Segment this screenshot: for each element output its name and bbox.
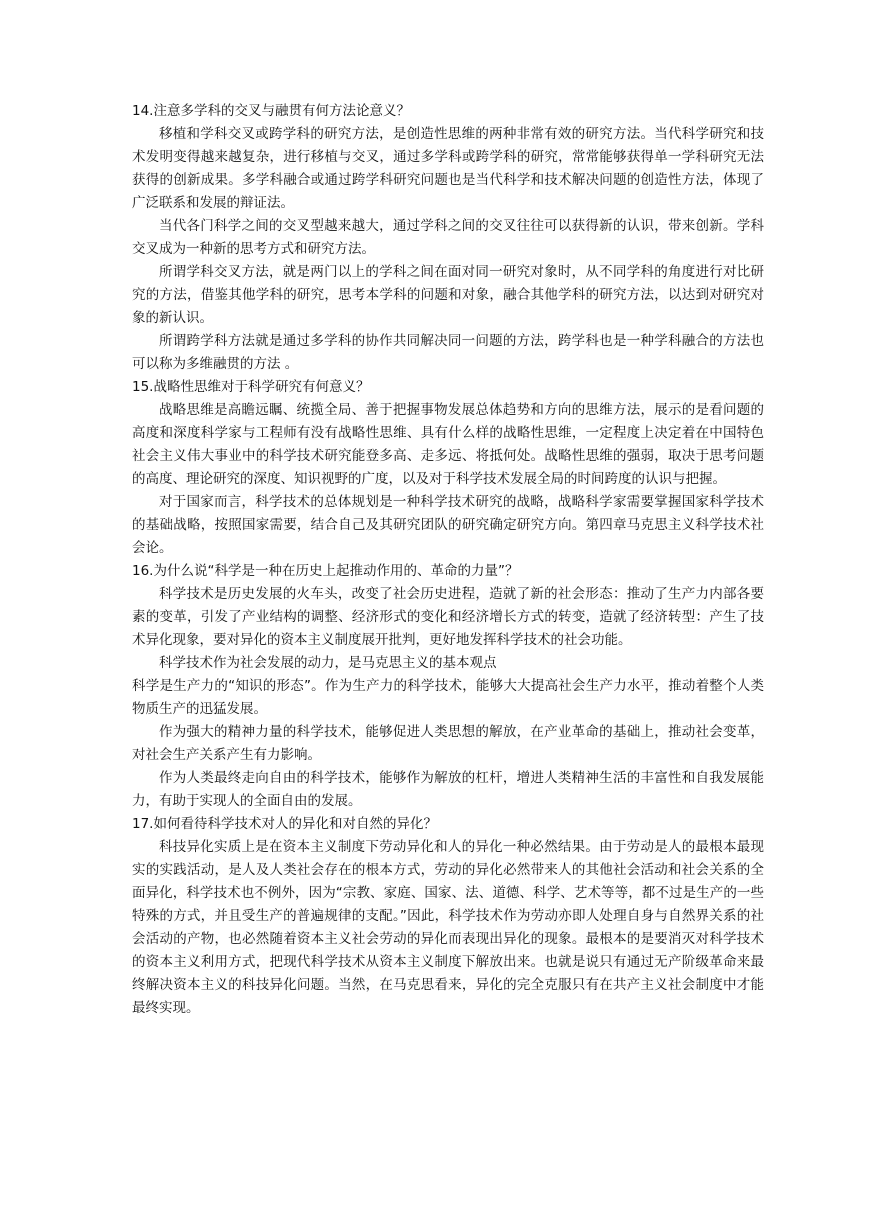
paragraph-unindented: 科学是生产力的“知识的形态”。作为生产力的科学技术，能够大大提高社会生产力水平，推动着整个人类物质生产的迅猛发展。: [132, 678, 764, 717]
document-page: [132, 100, 764, 1020]
paragraph: 所谓学科交叉方法，就是两门以上的学科之间在面对同一研究对象时，从不同学科的角度进行对比研究的方法，借鉴其他学科的研究，思考本学科的问题和对象，融合其他学科的研究方法，以达到对研究对象的新认识。: [132, 264, 764, 326]
question-15-heading: 15.战略性思维对于科学研究有何意义？: [132, 379, 370, 395]
paragraph: 移植和学科交叉或跨学科的研究方法，是创造性思维的两种非常有效的研究方法。当代科学研究和技术发明变得越来越复杂，进行移植与交叉，通过多学科或跨学科的研究，常常能够获得单一学科研究无法获得的创新成果。多学科融合或通过跨学科研究问题也是当代科学和技术解决问题的创造性方法，体现了广泛联系和发展的辩证法。: [132, 126, 764, 211]
question-16-heading: 16.为什么说“科学是一种在历史上起推动作用的、革命的力量”？: [132, 563, 519, 579]
paragraph: 战略思维是高瞻远瞩、统揽全局、善于把握事物发展总体趋势和方向的思维方法，展示的是看问题的高度和深度科学家与工程师有没有战略性思维、具有什么样的战略性思维，一定程度上决定着在中国特色社会主义伟大事业中的科学技术研究能登多高、走多远、将抵何处。战略性思维的强弱，取决于思考问题的高度、理论研究的深度、知识视野的广度，以及对于科学技术发展全局的时间跨度的认识与把握。: [132, 402, 764, 487]
question-17-heading: 17.如何看待科学技术对人的异化和对自然的异化？: [132, 816, 437, 832]
question-14-heading: 14.注意多学科的交叉与融贯有何方法论意义？: [132, 103, 410, 119]
paragraph: 所谓跨学科方法就是通过多学科的协作共同解决同一问题的方法，跨学科也是一种学科融合的方法也可以称为多维融贯的方法 。: [132, 333, 764, 372]
paragraph: 科学技术是历史发展的火车头，改变了社会历史进程，造就了新的社会形态：推动了生产力内部各要素的变革，引发了产业结构的调整、经济形式的变化和经济增长方式的转变，造就了经济转型：产生了技术异化现象，要对异化的资本主义制度展开批判，更好地发挥科学技术的社会功能。: [132, 586, 764, 648]
paragraph: 科学技术作为社会发展的动力，是马克思主义的基本观点: [159, 655, 497, 671]
paragraph: 科技异化实质上是在资本主义制度下劳动异化和人的异化一种必然结果。由于劳动是人的最根本最现实的实践活动，是人及人类社会存在的根本方式，劳动的异化必然带来人的其他社会活动和社会关系的全面异化，科学技术也不例外，因为“宗教、家庭、国家、法、道德、科学、艺术等等，都不过是生产的一些特殊的方式，并且受生产的普遍规律的支配。”因此，科学技术作为劳动亦即人处理自身与自然界关系的社会活动的产物，也必然随着资本主义社会劳动的异化而表现出异化的现象。最根本的是要消灭对科学技术的资本主义利用方式，把现代科学技术从资本主义制度下解放出来。也就是说只有通过无产阶级革命来最终解决资本主义的科技异化问题。当然，在马克思看来，异化的完全克服只有在共产主义社会制度中才能最终实现。: [132, 839, 764, 1016]
paragraph: 当代各门科学之间的交叉型越来越大，通过学科之间的交叉往往可以获得新的认识，带来创新。学科交叉成为一种新的思考方式和研究方法。: [132, 218, 764, 257]
paragraph: 作为人类最终走向自由的科学技术，能够作为解放的杠杆，增进人类精神生活的丰富性和自我发展能力，有助于实现人的全面自由的发展。: [132, 770, 764, 809]
paragraph: 对于国家而言，科学技术的总体规划是一种科学技术研究的战略，战略科学家需要掌握国家科学技术的基础战略，按照国家需要，结合自己及其研究团队的研究确定研究方向。第四章马克思主义科学技术社会论。: [132, 494, 764, 556]
paragraph: 作为强大的精神力量的科学技术，能够促进人类思想的解放，在产业革命的基础上，推动社会变革，对社会生产关系产生有力影响。: [132, 724, 764, 763]
